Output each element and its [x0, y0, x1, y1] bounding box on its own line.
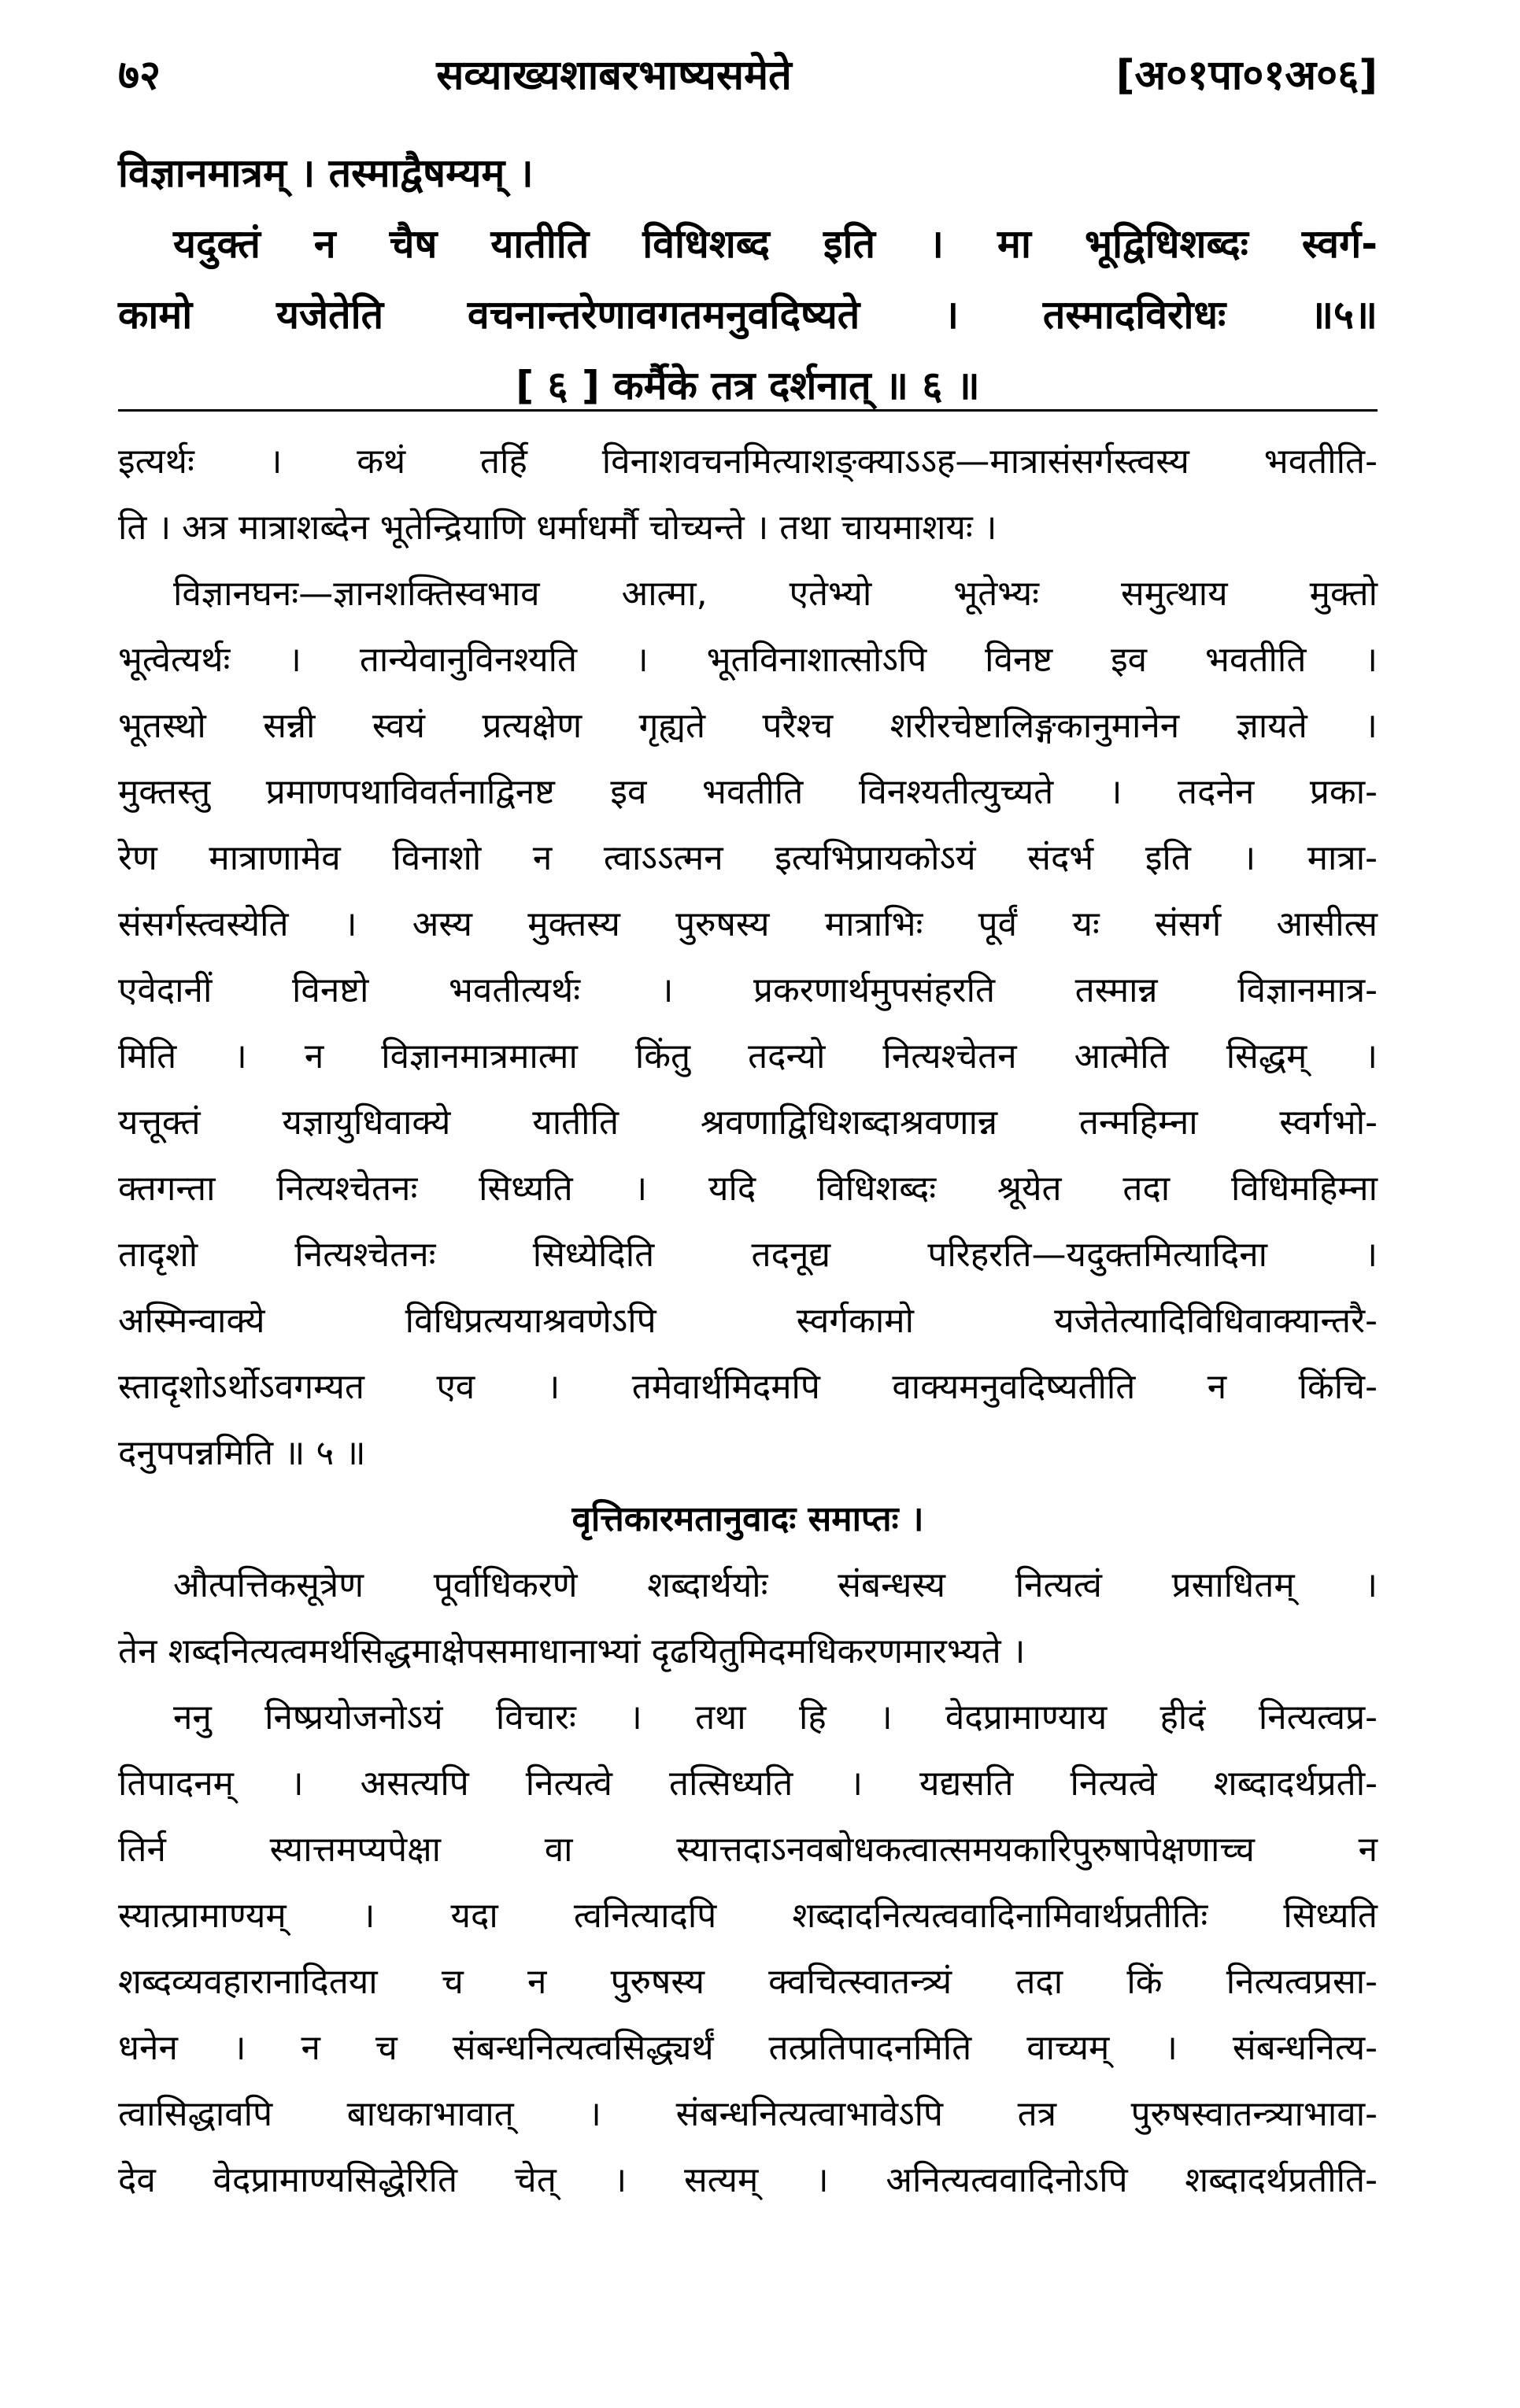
bhashya-line: यदुक्तं न चैष यातीति विधिशब्द इति । मा भूद्विधिशब्दः स्वर्ग- [173, 221, 1378, 267]
commentary-line: एवेदानीं विनष्टो भवतीत्यर्थः । प्रकरणार्थमुपसंहरति तस्मान्न विज्ञानमात्र- [118, 970, 1378, 1010]
page-number: ७२ [118, 51, 161, 99]
running-title: सव्याख्यशाबरभाष्यसमेते [436, 51, 792, 99]
commentary-line: स्यात्प्रामाण्यम् । यदा त्वनित्यादपि शब्दादनित्यत्ववादिनामिवार्थप्रतीतिः सिध्यति [118, 1896, 1378, 1936]
bhashya-line: विज्ञानमात्रम् । तस्माद्वैषम्यम् । [118, 150, 534, 196]
section-divider [118, 409, 1378, 412]
commentary-line: रेण मात्राणामेव विनाशो न त्वाऽऽत्मन इत्यभिप्रायकोऽयं संदर्भ इति । मात्रा- [118, 838, 1378, 878]
commentary-line: त्वासिद्धावपि बाधकाभावात् । संबन्धनित्यत्वाभावेऽपि तत्र पुरुषस्वातन्त्र्याभावा- [118, 2094, 1378, 2134]
commentary-line: भूत्वेत्यर्थः । तान्येवानुविनश्यति । भूतविनाशात्सोऽपि विनष्ट इव भवतीति । [118, 640, 1378, 680]
commentary-line: यत्तूक्तं यज्ञायुधिवाक्ये यातीति श्रवणाद्विधिशब्दाश्रवणान्न तन्महिम्ना स्वर्गभो- [118, 1102, 1378, 1143]
commentary-line: शब्दव्यवहारानादितया च न पुरुषस्य क्वचित्स्वातन्त्र्यं तदा किं नित्यत्वप्रसा- [118, 1962, 1378, 2002]
commentary-line: तिपादनम् । असत्यपि नित्यत्वे तत्सिध्यति । यद्यसति नित्यत्वे शब्दादर्थप्रती- [118, 1764, 1378, 1804]
commentary-line: तादृशो नित्यश्चेतनः सिध्येदिति तदनूद्य परिहरति—यदुक्तमित्यादिना । [118, 1235, 1378, 1275]
commentary-line: विज्ञानघनः—ज्ञानशक्तिस्वभाव आत्मा, एतेभ्यो भूतेभ्यः समुत्थाय मुक्तो [173, 574, 1378, 614]
subsection-heading: वृत्तिकारमतानुवादः समाप्तः । [571, 1499, 924, 1539]
bhashya-text [118, 138, 1378, 421]
commentary-line: अस्मिन्वाक्ये विधिप्रत्ययाश्रवणेऽपि स्वर्गकामो यजेतेत्यादिविधिवाक्यान्तरै- [118, 1301, 1378, 1341]
commentary-line: स्तादृशोऽर्थोऽवगम्यत एव । तमेवार्थमिदमपि वाक्यमनुवदिष्यतीति न किंचि- [118, 1367, 1378, 1407]
bhashya-line: कामो यजेतेति वचनान्तरेणावगतमनुवदिष्यते । तस्मादविरोधः ॥५॥ [118, 292, 1378, 338]
commentary-line: मिति । न विज्ञानमात्रमात्मा किंतु तदन्यो नित्यश्चेतन आत्मेति सिद्धम् । [118, 1036, 1378, 1077]
commentary-line: संसर्गस्त्वस्येति । अस्य मुक्तस्य पुरुषस्य मात्राभिः पूर्वं यः संसर्ग आसीत्स [118, 904, 1378, 944]
commentary-line: तिर्न स्यात्तमप्यपेक्षा वा स्यात्तदाऽनवबोधकत्वात्समयकारिपुरुषापेक्षणाच्च न [118, 1830, 1378, 1870]
commentary-line: इत्यर्थः । कथं तर्हि विनाशवचनमित्याशङ्क्याऽऽह—मात्रासंसर्गस्त्वस्य भवतीति- [118, 441, 1378, 482]
section-reference: [अ०१पा०१अ०६] [1115, 51, 1378, 99]
commentary-line: ति । अत्र मात्राशब्देन भूतेन्द्रियाणि धर्माधर्मौ चोच्यन्ते । तथा चायमाशयः । [118, 508, 997, 548]
commentary-text [118, 429, 1378, 2214]
sutra-line: [ ६ ] कर्मैके तत्र दर्शनात् ॥ ६ ॥ [516, 363, 980, 408]
commentary-line: धनेन । न च संबन्धनित्यत्वसिद्ध्यर्थं तत्प्रतिपादनमिति वाच्यम् । संबन्धनित्य- [118, 2028, 1378, 2068]
commentary-line: मुक्तस्तु प्रमाणपथाविवर्तनाद्विनष्ट इव भवतीति विनश्यतीत्युच्यते । तदनेन प्रका- [118, 772, 1378, 812]
commentary-line: क्तगन्ता नित्यश्चेतनः सिध्यति । यदि विधिशब्दः श्रूयेत तदा विधिमहिम्ना [118, 1169, 1378, 1209]
commentary-line: देव वेदप्रामाण्यसिद्धेरिति चेत् । सत्यम् । अनित्यत्ववादिनोऽपि शब्दादर्थप्रतीति- [118, 2160, 1378, 2200]
commentary-line: दनुपपन्नमिति ॥ ५ ॥ [118, 1433, 366, 1473]
commentary-line: औत्पत्तिकसूत्रेण पूर्वाधिकरणे शब्दार्थयोः संबन्धस्य नित्यत्वं प्रसाधितम् । [173, 1565, 1378, 1605]
commentary-line: भूतस्थो सन्नी स्वयं प्रत्यक्षेण गृह्यते परैश्च शरीरचेष्टालिङ्गकानुमानेन ज्ञायते । [118, 706, 1378, 746]
commentary-line: ननु निष्प्रयोजनोऽयं विचारः । तथा हि । वेदप्रामाण्याय हीदं नित्यत्वप्र- [173, 1697, 1378, 1738]
page-header [118, 38, 1378, 109]
commentary-line: तेन शब्दनित्यत्वमर्थसिद्धमाक्षेपसमाधानाभ्यां दृढयितुमिदमधिकरणमारभ्यते । [118, 1631, 1026, 1671]
